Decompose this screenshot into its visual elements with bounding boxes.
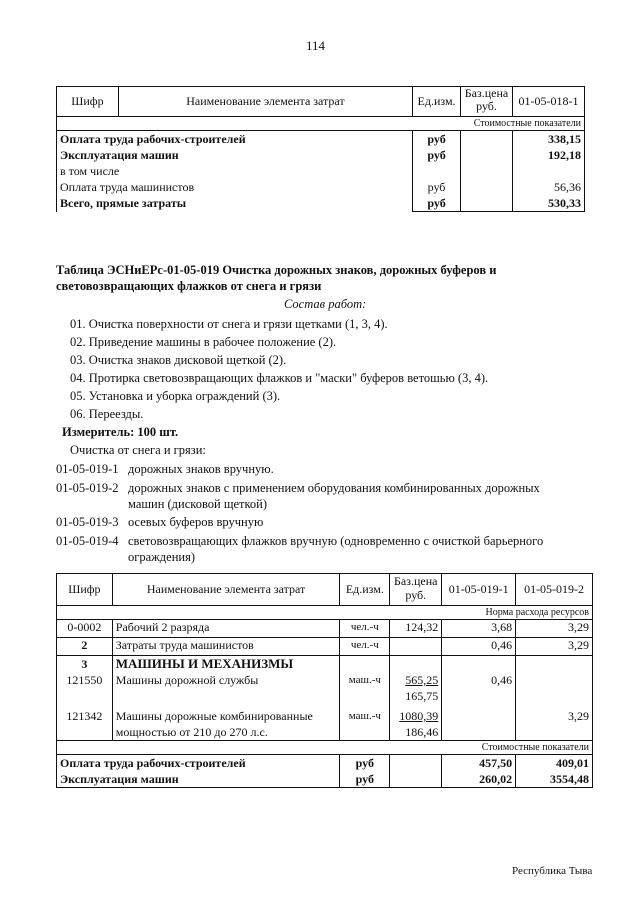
row-v2: 3,29 [516, 620, 593, 638]
header-price: Баз.цена руб. [461, 87, 513, 117]
row-unit: маш.-ч [348, 710, 381, 722]
code-id: 01-05-019-2 [56, 481, 119, 495]
measure: Измеритель: 100 шт. [62, 425, 179, 439]
row-code: 3 [81, 657, 88, 671]
row-unit: руб [427, 148, 446, 162]
work-item: 03. Очистка знаков дисковой щеткой (2). [70, 353, 287, 367]
code-desc: ограждения) [128, 550, 196, 564]
code-id: 01-05-019-3 [56, 515, 119, 529]
code-desc: световозвращающих флажков вручную (одновременно с очисткой барьерного [128, 534, 544, 548]
work-item: 01. Очистка поверхности от снега и грязи щетками (1, 3, 4). [70, 317, 388, 331]
row-name: Машины дорожной службы [115, 673, 259, 687]
header-col1: 01-05-019-1 [442, 574, 516, 606]
code-desc: машин (дисковой щеткой) [128, 497, 268, 511]
total-v2: 3554,48 [550, 772, 589, 786]
row-value: 56,36 [554, 180, 581, 194]
cleaning-heading: Очистка от снега и грязи: [70, 443, 206, 457]
row-value: 338,15 [548, 132, 581, 146]
header-col2: 01-05-019-2 [516, 574, 593, 606]
row-name: в том числе [60, 164, 120, 178]
code-desc: дорожных знаков вручную. [128, 462, 274, 476]
cost-table-1 [56, 86, 585, 212]
row-name: Всего, прямые затраты [60, 196, 187, 210]
row-value: 192,18 [548, 148, 581, 162]
row-code: 121550 [66, 673, 103, 687]
header-name: Наименование элемента затрат [118, 87, 412, 117]
total-name: Эксплуатация машин [60, 772, 179, 786]
row-name: мощностью от 210 до 270 л.с. [115, 725, 268, 739]
row-code: 2 [57, 638, 113, 656]
code-desc: осевых буферов вручную [128, 515, 264, 529]
row-unit: руб [427, 196, 446, 210]
total-v1: 457,50 [479, 756, 513, 770]
row-unit: маш.-ч [348, 674, 381, 686]
table-title-cont: световозвращающих флажков от снега и грязи [56, 279, 322, 293]
header-unit: Ед.изм. [413, 87, 461, 117]
row-v1: 0,46 [491, 673, 513, 687]
row-name: Оплата труда рабочих-строителей [60, 132, 246, 146]
row-name: Рабочий 2 разряда [112, 620, 340, 638]
row-v1: 3,68 [442, 620, 516, 638]
footer-region: Республика Тыва [512, 865, 593, 877]
row-name: Затраты труда машинистов [112, 638, 340, 656]
header-col1: 01-05-018-1 [513, 87, 585, 117]
row-v2: 3,29 [568, 709, 589, 723]
norm-label: Норма расхода ресурсов [57, 606, 593, 620]
header-name: Наименование элемента затрат [112, 574, 340, 606]
total-name: Оплата труда рабочих-строителей [60, 756, 246, 770]
page-number: 114 [306, 38, 326, 53]
row-unit: чел.-ч [340, 638, 390, 656]
section-machines: МАШИНЫ И МЕХАНИЗМЫ [115, 656, 294, 671]
section-label: Стоимостные показатели [57, 117, 585, 131]
row-unit: руб [427, 132, 446, 146]
work-item: 06. Переезды. [70, 407, 144, 421]
row-unit: руб [427, 180, 446, 194]
header-unit: Ед.изм. [340, 574, 390, 606]
works-heading: Состав работ: [284, 297, 367, 311]
work-item: 02. Приведение машины в рабочее положение (2). [70, 335, 337, 349]
row-name: Эксплуатация машин [60, 148, 179, 162]
code-id: 01-05-019-4 [56, 534, 119, 548]
row-price: 1080,39 [399, 709, 439, 723]
row-code: 0-0002 [57, 620, 113, 638]
row-price: 565,25 [405, 673, 439, 687]
total-v1: 260,02 [479, 772, 513, 786]
header-code: Шифр [57, 574, 113, 606]
resource-table [56, 573, 593, 788]
header-code: Шифр [57, 87, 119, 117]
work-item: 04. Протирка световозвращающих флажков и "маски" буферов ветошью (3, 4). [70, 371, 489, 385]
total-v2: 409,01 [556, 756, 589, 770]
row-unit: чел.-ч [340, 620, 390, 638]
work-item: 05. Установка и уборка ограждений (3). [70, 389, 281, 403]
row-code: 121342 [66, 709, 103, 723]
row-price: 165,75 [405, 689, 439, 703]
code-desc: дорожных знаков с применением оборудования комбинированных дорожных [128, 481, 540, 495]
total-unit: руб [355, 772, 374, 786]
row-name: Оплата труда машинистов [60, 180, 195, 194]
row-name: Машины дорожные комбинированные [115, 709, 313, 723]
total-unit: руб [355, 756, 374, 770]
table-title: Таблица ЭСНиЕРс-01-05-019 Очистка дорожных знаков, дорожных буферов и [56, 263, 497, 277]
row-price: 186,46 [405, 725, 439, 739]
header-price: Баз.цена руб. [390, 574, 442, 606]
row-price: 124,32 [390, 620, 442, 638]
cost-label: Стоимостные показатели [57, 741, 593, 755]
code-id: 01-05-019-1 [56, 462, 119, 476]
row-v1: 0,46 [442, 638, 516, 656]
row-value: 530,33 [548, 196, 581, 210]
row-v2: 3,29 [516, 638, 593, 656]
